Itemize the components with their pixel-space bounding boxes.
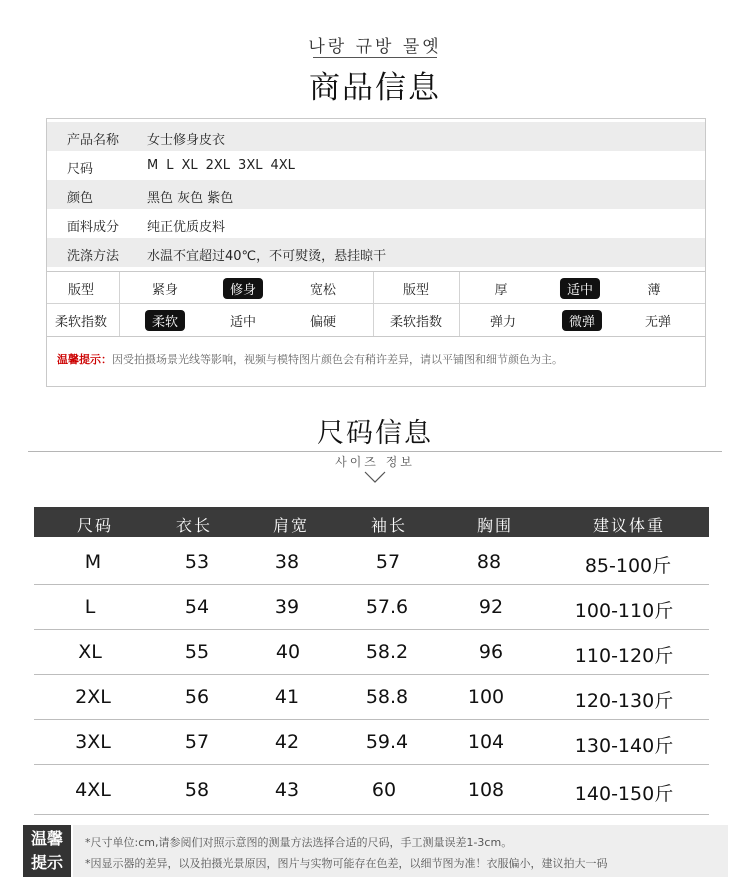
info-label: 面料成分 bbox=[67, 220, 120, 235]
table-cell: 39 bbox=[274, 596, 300, 618]
page-title: 商品信息 bbox=[309, 70, 441, 106]
table-cell: 110-120斤 bbox=[574, 645, 674, 667]
grid-divider bbox=[459, 272, 460, 336]
table-cell: 41 bbox=[274, 686, 300, 708]
table-header-cell: 衣长 bbox=[175, 516, 213, 535]
table-cell: M bbox=[84, 551, 102, 573]
table-row bbox=[34, 675, 709, 720]
notice-line: *尺寸单位:cm,请参阅们对照示意图的测量方法选择合适的尺码，手工测量误差1-3cm。 bbox=[85, 836, 513, 849]
table-cell: 4XL bbox=[75, 779, 111, 801]
table-cell: 59.4 bbox=[365, 731, 409, 753]
thickness-label: 版型 bbox=[402, 283, 430, 298]
thickness-option: 薄 bbox=[647, 283, 661, 298]
table-cell: 96 bbox=[478, 641, 504, 663]
size-section-title: 尺码信息 bbox=[317, 418, 433, 449]
table-row bbox=[34, 585, 709, 630]
info-value: 黑色 灰色 紫色 bbox=[147, 191, 234, 206]
table-cell: 100-110斤 bbox=[574, 600, 674, 622]
info-label: 洗涤方法 bbox=[67, 249, 120, 264]
info-value: 纯正优质皮料 bbox=[147, 220, 226, 235]
table-header-cell: 肩宽 bbox=[272, 516, 310, 535]
fit-option-selected: 修身 bbox=[223, 278, 263, 299]
table-header-cell: 建议体重 bbox=[592, 516, 666, 535]
info-row-size bbox=[47, 151, 705, 180]
warm-tip bbox=[57, 351, 563, 367]
table-cell: 2XL bbox=[75, 686, 111, 708]
table-cell: 54 bbox=[184, 596, 210, 618]
table-cell: 3XL bbox=[75, 731, 111, 753]
table-cell: 53 bbox=[184, 551, 210, 573]
table-cell: 60 bbox=[371, 779, 397, 801]
table-cell: 56 bbox=[184, 686, 210, 708]
table-cell: 88 bbox=[476, 551, 502, 573]
info-row-fabric bbox=[47, 209, 705, 238]
fit-label: 版型 bbox=[67, 283, 95, 298]
notice-box bbox=[73, 825, 728, 877]
grid-divider bbox=[373, 272, 374, 336]
table-cell: L bbox=[84, 596, 96, 618]
size-value: L bbox=[166, 158, 174, 173]
notice-badge-line: 提示 bbox=[30, 853, 63, 872]
info-value: 水温不宜超过40℃，不可熨烫，悬挂晾干 bbox=[147, 249, 387, 264]
warm-tip-label: 温馨提示： bbox=[57, 353, 112, 366]
thickness-option-selected: 适中 bbox=[560, 278, 600, 299]
notice-badge bbox=[23, 825, 71, 877]
softness-label: 柔软指数 bbox=[54, 315, 108, 330]
size-value: 3XL bbox=[238, 158, 263, 173]
elasticity-option: 无弹 bbox=[644, 315, 672, 330]
table-cell: 104 bbox=[467, 731, 505, 753]
table-cell: 55 bbox=[184, 641, 210, 663]
table-cell: 130-140斤 bbox=[574, 735, 674, 757]
elasticity-option-selected: 微弹 bbox=[562, 310, 602, 331]
table-cell: 43 bbox=[274, 779, 300, 801]
table-row bbox=[34, 720, 709, 765]
elasticity-option: 弹力 bbox=[489, 315, 517, 330]
info-label: 尺码 bbox=[67, 162, 94, 177]
size-value: M bbox=[147, 158, 159, 173]
table-row bbox=[34, 630, 709, 675]
info-row-name bbox=[47, 122, 705, 151]
info-row-color bbox=[47, 180, 705, 209]
table-cell: 40 bbox=[275, 641, 301, 663]
table-cell: 140-150斤 bbox=[574, 783, 674, 805]
fit-option: 宽松 bbox=[309, 283, 337, 298]
softness-label: 柔软指数 bbox=[389, 315, 443, 330]
info-label: 产品名称 bbox=[67, 133, 120, 148]
size-value: XL bbox=[181, 158, 198, 173]
softness-option-selected: 柔软 bbox=[145, 310, 185, 331]
size-table-header bbox=[34, 507, 709, 537]
notice-line: *因显示器的差异，以及拍摄光景原因，图片与实物可能存在色差，以细节图为准！衣服偏小，建议拍大一码 bbox=[85, 857, 608, 870]
chevron-down-icon bbox=[363, 470, 387, 484]
info-label: 颜色 bbox=[67, 191, 94, 206]
fit-option: 紧身 bbox=[151, 283, 179, 298]
grid-divider bbox=[47, 303, 705, 304]
table-header-cell: 胸围 bbox=[476, 516, 514, 535]
table-header-cell: 尺码 bbox=[76, 516, 114, 535]
subtitle-underline bbox=[313, 57, 437, 58]
table-cell: 38 bbox=[274, 551, 300, 573]
notice-badge-line: 温馨 bbox=[30, 829, 63, 848]
size-value: 4XL bbox=[270, 158, 295, 173]
info-value: 女士修身皮衣 bbox=[147, 133, 226, 148]
info-row-washing bbox=[47, 238, 705, 267]
table-cell: 57.6 bbox=[365, 596, 409, 618]
table-cell: 58.2 bbox=[365, 641, 409, 663]
table-row bbox=[34, 767, 709, 815]
size-options bbox=[147, 158, 303, 173]
korean-subtitle: 나랑 규방 물옛 bbox=[308, 37, 442, 57]
table-cell: 57 bbox=[184, 731, 210, 753]
table-cell: 57 bbox=[375, 551, 401, 573]
table-row bbox=[34, 540, 709, 585]
warm-tip-text: 因受拍摄场景光线等影响，视频与模特图片颜色会有稍许差异，请以平铺图和细节颜色为主。 bbox=[112, 353, 563, 366]
style-grid bbox=[47, 271, 705, 337]
table-cell: 92 bbox=[478, 596, 504, 618]
table-cell: XL bbox=[78, 641, 102, 663]
table-cell: 100 bbox=[467, 686, 505, 708]
grid-divider bbox=[119, 272, 120, 336]
table-cell: 58.8 bbox=[365, 686, 409, 708]
table-cell: 85-100斤 bbox=[584, 555, 672, 577]
table-header-cell: 袖长 bbox=[370, 516, 408, 535]
table-cell: 58 bbox=[184, 779, 210, 801]
table-cell: 120-130斤 bbox=[574, 690, 674, 712]
size-section-subtitle: 사이즈 정보 bbox=[335, 455, 415, 469]
thickness-option: 厚 bbox=[494, 283, 508, 298]
softness-option: 偏硬 bbox=[309, 315, 337, 330]
softness-option: 适中 bbox=[229, 315, 257, 330]
table-cell: 108 bbox=[467, 779, 505, 801]
size-value: 2XL bbox=[205, 158, 231, 173]
table-cell: 42 bbox=[274, 731, 300, 753]
product-info-box bbox=[46, 118, 706, 387]
section-divider bbox=[28, 451, 722, 452]
